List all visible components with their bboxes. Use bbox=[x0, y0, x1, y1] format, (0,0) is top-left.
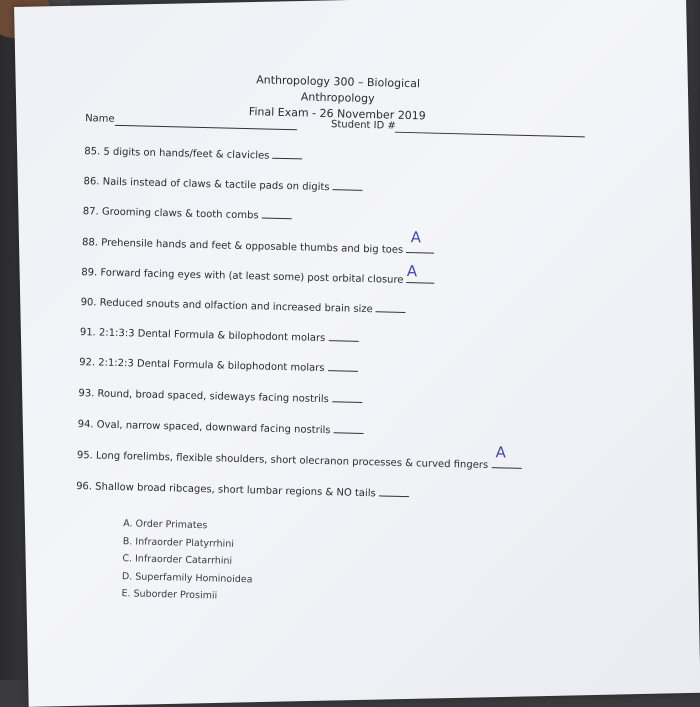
answer-blank[interactable] bbox=[328, 330, 358, 342]
question-text: 87. Grooming claws & tooth combs bbox=[82, 206, 259, 222]
answer-choices bbox=[121, 515, 254, 606]
answer-blank[interactable] bbox=[332, 391, 362, 403]
question-text: 95. Long forelimbs, flexible shoulders, short olecranon processes & curved fingers bbox=[76, 450, 489, 472]
question-96 bbox=[76, 478, 409, 500]
student-id-field[interactable] bbox=[395, 132, 585, 138]
question-91 bbox=[80, 324, 359, 345]
course-title: Anthropology 300 – Biological Anthropology bbox=[256, 73, 421, 106]
question-88 bbox=[81, 228, 435, 257]
name-field[interactable] bbox=[115, 125, 297, 130]
handwritten-answer: A bbox=[410, 228, 422, 247]
answer-blank[interactable] bbox=[262, 207, 292, 219]
question-text: 86. Nails instead of claws & tactile pads on digits bbox=[83, 176, 330, 194]
answer-blank[interactable] bbox=[333, 179, 363, 191]
exam-header bbox=[217, 71, 458, 125]
question-93 bbox=[78, 385, 362, 406]
handwritten-answer: A bbox=[406, 262, 418, 281]
question-87 bbox=[83, 203, 292, 222]
question-text: 91. 2:1:3:3 Dental Formula & bilophodont molars bbox=[79, 327, 326, 345]
question-text: 96. Shallow broad ribcages, short lumbar regions & NO tails bbox=[76, 481, 376, 500]
answer-blank[interactable] bbox=[406, 262, 435, 284]
answer-blank[interactable] bbox=[328, 360, 358, 372]
answer-blank[interactable] bbox=[406, 228, 434, 254]
choice-a: A. Order Primates bbox=[123, 518, 208, 532]
question-text: 90. Reduced snouts and olfaction and increased brain size bbox=[80, 297, 373, 316]
student-id-label: Student ID # bbox=[330, 119, 396, 132]
exam-date: Final Exam - 26 November 2019 bbox=[248, 105, 426, 123]
question-94 bbox=[78, 416, 364, 437]
choice-c: C. Infraorder Catarrhini bbox=[122, 553, 233, 567]
question-86 bbox=[83, 173, 362, 194]
answer-blank[interactable] bbox=[376, 301, 406, 313]
answer-blank[interactable] bbox=[379, 485, 409, 497]
choice-d: D. Superfamily Hominoidea bbox=[121, 570, 253, 585]
choice-b: B. Infraorder Platyrrhini bbox=[122, 535, 235, 550]
question-89 bbox=[81, 264, 435, 287]
question-85 bbox=[84, 143, 303, 162]
question-text: 89. Forward facing eyes with (at least some) post orbital closure bbox=[81, 267, 404, 286]
question-text: 92. 2:1:2:3 Dental Formula & bilophodont molars bbox=[79, 357, 325, 375]
question-text: 94. Oval, narrow spaced, downward facing nostrils bbox=[77, 419, 331, 437]
question-95 bbox=[76, 443, 522, 472]
question-text: 88. Prehensile hands and feet & opposable thumbs and big toes bbox=[81, 237, 404, 256]
question-90 bbox=[80, 294, 406, 316]
answer-blank[interactable] bbox=[334, 422, 364, 434]
answer-blank[interactable] bbox=[273, 148, 303, 160]
name-label: Name bbox=[84, 113, 115, 125]
choice-e: E. Suborder Prosimii bbox=[121, 588, 218, 602]
answer-blank[interactable] bbox=[491, 443, 521, 469]
question-text: 85. 5 digits on hands/feet & clavicles bbox=[84, 146, 270, 162]
question-text: 93. Round, broad spaced, sideways facing nostrils bbox=[78, 388, 329, 406]
question-92 bbox=[79, 354, 358, 375]
handwritten-answer: A bbox=[495, 443, 507, 462]
